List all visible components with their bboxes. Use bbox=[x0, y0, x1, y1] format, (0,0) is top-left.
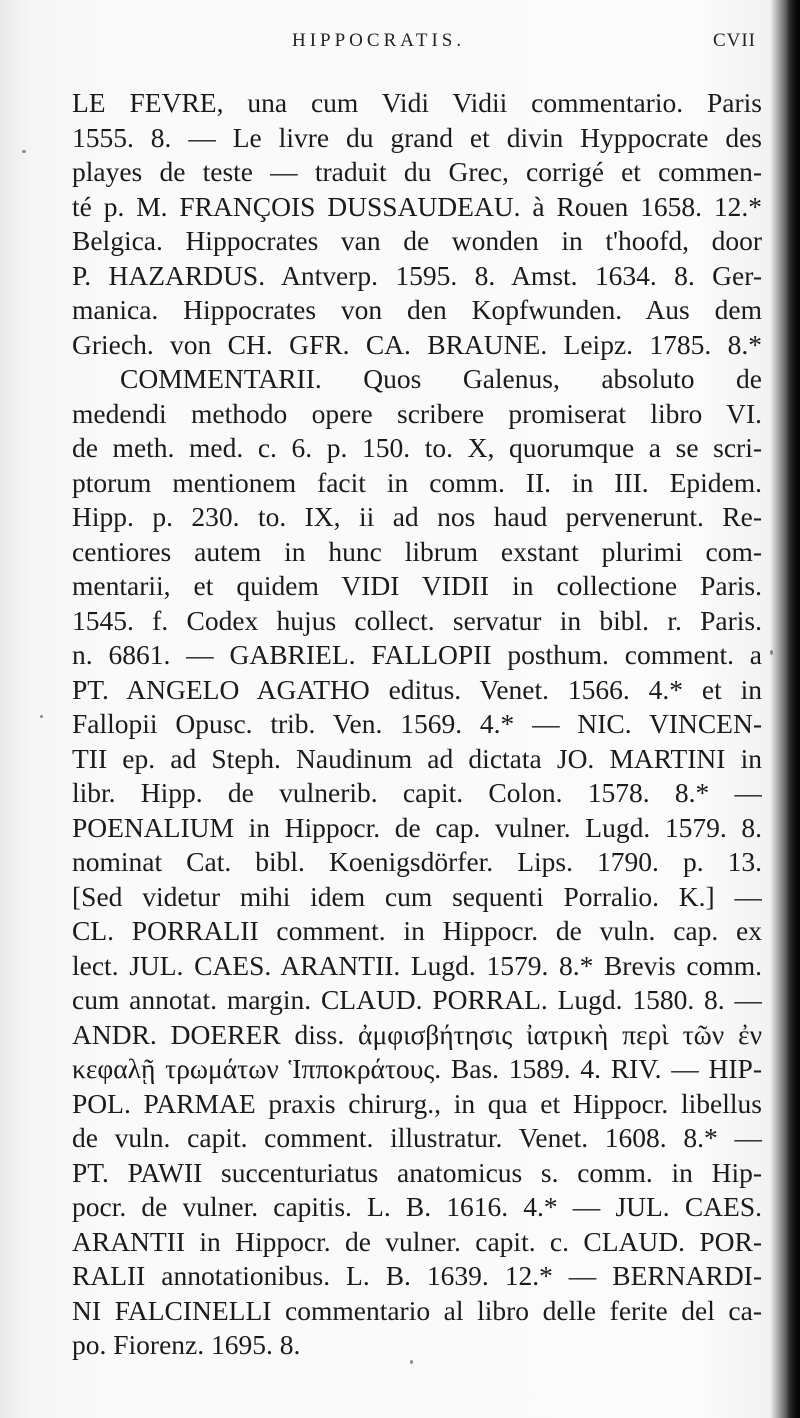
paper-speck bbox=[410, 1360, 413, 1364]
running-head bbox=[0, 30, 800, 60]
text-line: Belgica. Hippocrates van de wonden in t'hoofd, door bbox=[72, 225, 762, 256]
text-line: CL. PORRALII comment. in Hippocr. de vuln. cap. ex bbox=[72, 915, 762, 946]
text-line: POENALIUM in Hippocr. de cap. vulner. Lugd. 1579. 8. bbox=[72, 811, 762, 843]
text-line: de vuln. capit. comment. illustratur. Venet. 1608. 8.* — bbox=[72, 1122, 762, 1153]
text-line: 1555. 8. — Le livre du grand et divin Hyppocrate des bbox=[72, 121, 762, 153]
paper-speck bbox=[22, 150, 26, 153]
text-line: centiores autem in hunc librum exstant plurimi com- bbox=[72, 535, 762, 567]
text-line: medendi methodo opere scribere promiserat libro VI. bbox=[72, 397, 762, 429]
page-number: CVII bbox=[712, 30, 756, 51]
text-line: playes de teste — traduit du Grec, corrigé et commen- bbox=[72, 156, 762, 187]
text-line: [Sed videtur mihi idem cum sequenti Porralio. K.] — bbox=[72, 880, 762, 912]
text-line: Hipp. p. 230. to. IX, ii ad nos haud pervenerunt. Re- bbox=[72, 501, 762, 532]
text-line: nominat Cat. bibl. Koenigsdörfer. Lips. 1790. p. 13. bbox=[72, 846, 762, 877]
text-line: ARANTII in Hippocr. de vulner. capit. c. CLAUD. POR- bbox=[72, 1225, 762, 1257]
text-line: RALII annotationibus. L. B. 1639. 12.* — BERNARDI- bbox=[72, 1260, 762, 1291]
text-line: libr. Hipp. de vulnerib. capit. Colon. 1578. 8.* — bbox=[72, 777, 762, 808]
text-line: ptorum mentionem facit in comm. II. in III. Epidem. bbox=[72, 466, 762, 498]
text-line: κεφαλῇ τρωμάτων Ἱπποκράτους. Bas. 1589. 4. RIV. — HIP- bbox=[72, 1053, 762, 1084]
text-line: Fallopii Opusc. trib. Ven. 1569. 4.* — NIC. VINCEN- bbox=[72, 708, 762, 739]
text-line: 1545. f. Codex hujus collect. servatur in bibl. r. Paris. bbox=[72, 604, 762, 636]
text-line: Griech. von CH. GFR. CA. BRAUNE. Leipz. 1785. 8.* bbox=[72, 328, 762, 360]
text-line: P. HAZARDUS. Antverp. 1595. 8. Amst. 1634. 8. Ger- bbox=[72, 259, 762, 291]
text-line: té p. M. FRANÇOIS DUSSAUDEAU. à Rouen 1658. 12.* bbox=[72, 190, 762, 222]
paper-speck bbox=[770, 650, 773, 655]
paper-speck bbox=[40, 715, 43, 718]
text-line: cum annotat. margin. CLAUD. PORRAL. Lugd. 1580. 8. — bbox=[72, 984, 762, 1015]
text-line: manica. Hippocrates von den Kopfwunden. Aus dem bbox=[72, 294, 762, 325]
text-line: POL. PARMAE praxis chirurg., in qua et Hippocr. libellus bbox=[72, 1087, 762, 1119]
text-line: ANDR. DOERER diss. ἀμφισβήτησις ἰατρικὴ περὶ τῶν ἐν bbox=[72, 1018, 762, 1050]
text-line: LE FEVRE, una cum Vidi Vidii commentario. Paris bbox=[72, 87, 762, 118]
running-title: HIPPOCRATIS. bbox=[292, 30, 466, 51]
text-line: pocr. de vulner. capitis. L. B. 1616. 4.* — JUL. CAES. bbox=[72, 1191, 762, 1222]
text-line: lect. JUL. CAES. ARANTII. Lugd. 1579. 8.* Brevis comm. bbox=[72, 949, 762, 981]
text-line: PT. PAWII succenturiatus anatomicus s. comm. in Hip- bbox=[72, 1156, 762, 1188]
text-line: PT. ANGELO AGATHO editus. Venet. 1566. 4.* et in bbox=[72, 673, 762, 705]
text-line: n. 6861. — GABRIEL. FALLOPII posthum. comment. a bbox=[72, 639, 762, 670]
text-line: de meth. med. c. 6. p. 150. to. X, quorumque a se scri- bbox=[72, 432, 762, 463]
text-line: mentarii, et quidem VIDI VIDII in collectione Paris. bbox=[72, 570, 762, 601]
paragraph-start-line: COMMENTARII. Quos Galenus, absoluto de bbox=[120, 363, 762, 394]
text-line: TII ep. ad Steph. Naudinum ad dictata JO. MARTINI in bbox=[72, 742, 762, 774]
page-edge-shadow bbox=[786, 0, 800, 1418]
text-line: po. Fiorenz. 1695. 8. bbox=[72, 1329, 301, 1360]
text-line: NI FALCINELLI commentario al libro delle ferite del ca- bbox=[72, 1294, 762, 1326]
body-text bbox=[72, 86, 762, 1363]
